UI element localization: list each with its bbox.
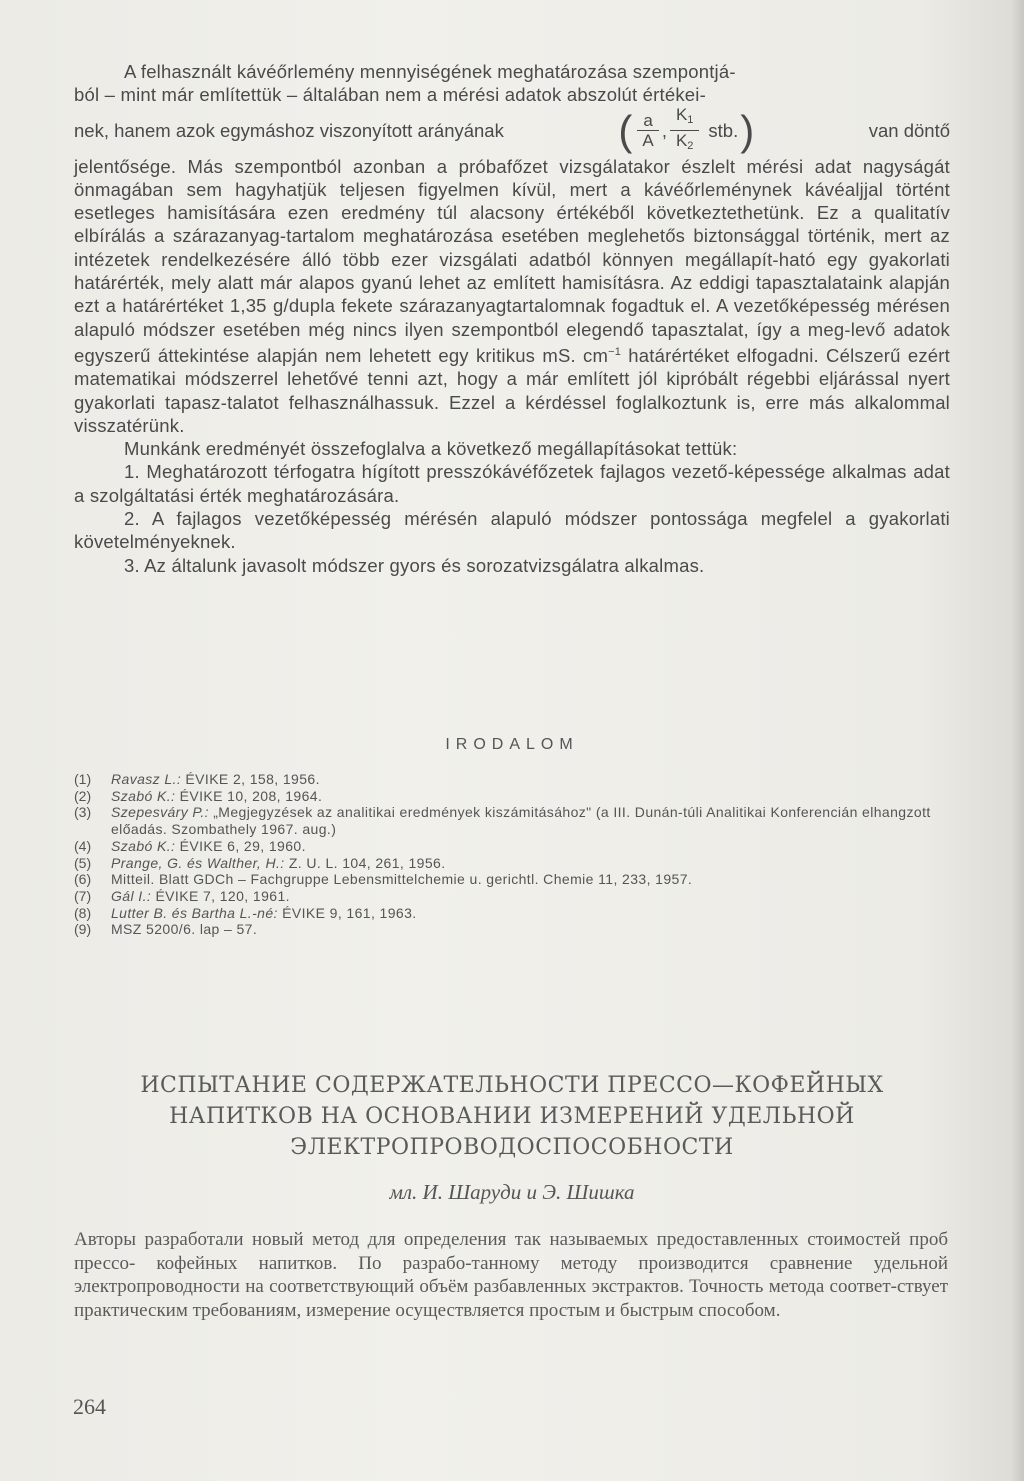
- reference-source: „Megjegyzések az analitikai eredmények kiszámitásához" (a III. Dunán-túli Analitikai Konferencián elhangzott előadás. Szombathely 1967. aug.): [111, 804, 931, 838]
- reference-item: [74, 855, 954, 872]
- conclusion-item: 1. Meghatározott térfogatra hígított presszókávéfőzetek fajlagos vezető-képessége alkalmas adat a szolgáltatási érték meghatározására.: [74, 461, 950, 506]
- russian-title: ИСПЫТАНИЕ СОДЕРЖАТЕЛЬНОСТИ ПРЕССО—КОФЕЙНЫХ НАПИТКОВ НА ОСНОВАНИИ ИЗМЕРЕНИЙ УДЕЛЬНОЙ ЭЛЕКТРОПРОВОДОСПОСОБНОСТИ: [140, 1073, 884, 1160]
- reference-author: Szabó K.:: [111, 787, 176, 804]
- reference-text: [111, 788, 954, 805]
- reference-text: [111, 888, 954, 905]
- reference-author: Szepesváry P.:: [111, 804, 209, 821]
- reference-source: ÉVIKE 2, 158, 1956.: [181, 771, 320, 787]
- k-symbol: K: [675, 105, 688, 125]
- reference-author: Lutter B. és Bartha L.-né:: [111, 904, 278, 921]
- left-paren: (: [618, 106, 633, 154]
- reference-number: (1): [74, 771, 92, 787]
- conclusion-intro: Munkánk eredményét összefoglalva a következő megállapításokat tettük:: [124, 438, 738, 460]
- reference-text: [111, 855, 954, 872]
- formula-lead-text: nek, hanem azok egymáshoz viszonyított arányának: [74, 119, 504, 141]
- denominator: A: [642, 131, 654, 151]
- reference-author: Ravasz L.:: [111, 771, 182, 787]
- reference-source: Z. U. L. 104, 261, 1956.: [284, 854, 446, 871]
- russian-abstract: Авторы разработали новый метод для определения так называемых предоставленных стоимостей проб прессо- кофейных напитков. По разрабо-танному методу производится сравнение удельной электропроводности на соответствующий объём разбавленных экстрактов. Точность метода соответ-ствует практическим требованиям, измерение осуществляется простым и быстрым способом.: [74, 1229, 948, 1321]
- reference-number: (7): [74, 887, 92, 904]
- fraction-a-over-A: [637, 111, 658, 150]
- paragraph-text: jelentősége. Más szempontból azonban a próbafőzet vizsgálatakor észlelt mérési adat nagyságát önmagában sem hagyhatjük teljesen figyelmen kívül, mert a kávéőrleménynek kávéaljjal történt esetleges hamisítására ezen eredmény túl alacsony értékéből következtethetünk. Ez a qualitatív elbírálás a szárazanyag-tartalom meghatározása esetében meglehetős biztonsággal történik, mert az intézetek rendelkezésére álló több ezer vizsgálati adatból könnyen megállapít-ható egy gyakorlati határérték, mely alatt már alapos gyanú lehet az említett hamisításra. Az eddigi tapasztalataink alapján ezt a határértéket 1,35 g/dupla fekete szárazanyagtartalomnak fogadtuk el. A vezetőképesség mérésen alapuló módszer esetében még nincs ilyen szempontból elegendő tapasztalat, így a meg-levő adatok egyszerű áttekintése alapján nem lehetett egy kritikus mS. cm: [74, 155, 950, 366]
- superscript: −1: [608, 345, 622, 358]
- reference-item: [74, 788, 954, 805]
- reference-number: (2): [74, 787, 92, 804]
- separator: ,: [661, 119, 667, 141]
- reference-number: (8): [74, 904, 92, 921]
- reference-item: [74, 804, 954, 837]
- k-symbol: K: [675, 131, 688, 151]
- reference-text: [111, 771, 954, 788]
- paragraph-body: [74, 155, 950, 438]
- reference-author: Szabó K.:: [111, 837, 176, 854]
- reference-text: [111, 838, 954, 855]
- formula-line: [74, 107, 950, 155]
- reference-text: [111, 804, 954, 837]
- fraction-k1-over-k2: [670, 105, 699, 156]
- reference-source: Mitteil. Blatt GDCh – Fachgruppe Lebensmittelchemie u. gerichtl. Chemie 11, 233, 1957.: [111, 871, 693, 888]
- conclusion-item: 2. A fajlagos vezetőképesség mérésén alapuló módszer pontossága megfelel a gyakorlati követelményeknek.: [74, 508, 950, 553]
- reference-text: [111, 871, 954, 888]
- paragraph-line: A felhasznált kávéőrlemény mennyiségének meghatározása szempontjá-: [124, 61, 736, 82]
- reference-number: (4): [74, 837, 92, 854]
- reference-item: [74, 905, 954, 922]
- ratio-formula: [616, 105, 756, 156]
- reference-number: (3): [74, 804, 92, 821]
- paragraph-line: ból – mint már említettük – általában nem a mérési adatok abszolút értékei-: [74, 84, 706, 106]
- reference-source: MSZ 5200/6. lap – 57.: [111, 921, 258, 938]
- reference-item: [74, 771, 954, 788]
- formula-trail-text: van döntő: [868, 119, 950, 141]
- stb-text: stb.: [708, 119, 739, 141]
- numerator: [670, 105, 699, 131]
- references-title: IRODALOM: [445, 736, 579, 753]
- paragraph-text: határértéket elfogadni. Célszerű ezért matematikai módszerrel lehetővé tenni azt, hogy a már említett jól kipróbált régebbi eljárással nyert gyakorlati tapasz-talatot felhasználhassuk. Ezzel a kérdéssel foglalkoztunk is, erre más alkalommal visszatérünk.: [74, 344, 950, 436]
- reference-number: (9): [74, 921, 92, 938]
- right-paren: ): [740, 106, 755, 154]
- reference-item: [74, 888, 954, 905]
- reference-source: ÉVIKE 7, 120, 1961.: [151, 887, 290, 904]
- russian-authors: мл. И. Шаруди и Э. Шишка: [389, 1180, 635, 1204]
- page-number: 264: [73, 1394, 106, 1419]
- reference-author: Gál I.:: [111, 887, 152, 904]
- reference-item: [74, 838, 954, 855]
- reference-source: ÉVIKE 9, 161, 1963.: [277, 904, 417, 921]
- reference-source: ÉVIKE 10, 208, 1964.: [175, 787, 323, 804]
- main-text: [74, 60, 950, 577]
- references-list: [74, 771, 954, 938]
- reference-text: [111, 905, 954, 922]
- reference-item: [74, 871, 954, 888]
- reference-text: [111, 921, 954, 938]
- subscript: 2: [687, 140, 694, 153]
- denominator: [676, 131, 693, 156]
- reference-item: [74, 921, 954, 938]
- reference-number: (5): [74, 854, 92, 871]
- conclusion-item: 3. Az általunk javasolt módszer gyors és sorozatvizsgálatra alkalmas.: [124, 554, 705, 576]
- reference-source: ÉVIKE 6, 29, 1960.: [175, 837, 306, 854]
- reference-number: (6): [74, 871, 92, 888]
- reference-author: Prange, G. és Walther, H.:: [111, 854, 285, 871]
- numerator: a: [637, 111, 658, 131]
- subscript: 1: [687, 114, 694, 127]
